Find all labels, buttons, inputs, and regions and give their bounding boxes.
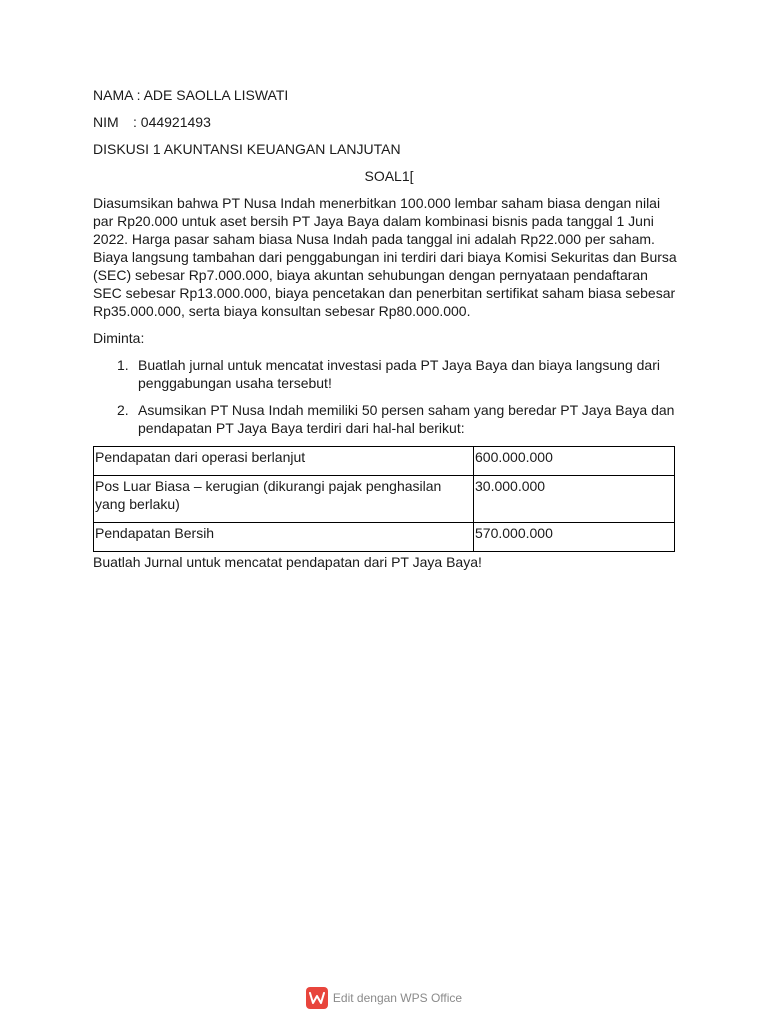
course-title: DISKUSI 1 AKUNTANSI KEUANGAN LANJUTAN [93,141,401,157]
wps-edit-footer[interactable] [0,987,768,1009]
question-number: 2. [117,402,129,418]
table-row [94,447,675,476]
wps-w-glyph-icon [309,992,325,1004]
diminta-label: Diminta: [93,330,145,346]
table-row [94,523,675,552]
table-row [94,476,675,523]
student-name: NAMA : ADE SAOLLA LISWATI [93,87,289,103]
nim-label: NIM [93,114,119,130]
table-cell-label: Pendapatan dari operasi berlanjut [94,447,474,476]
table-cell-label: Pendapatan Bersih [94,523,474,552]
question-list [93,356,677,437]
intro-paragraph: Diasumsikan bahwa PT Nusa Indah menerbitkan 100.000 lembar saham biasa dengan nilai par Rp20.000 untuk aset bersih PT Jaya Baya dalam kombinasi bisnis pada tanggal 1 Juni 2022. Harga pasar saham biasa Nusa Indah pada tanggal ini adalah Rp22.000 per saham. Biaya langsung tambahan dari penggabungan ini terdiri dari biaya Komisi Sekuritas dan Bursa (SEC) sebesar Rp7.000.000, biaya akuntan sehubungan dengan pernyataan pendaftaran SEC sebesar Rp13.000.000, biaya pencetakan dan penerbitan sertifikat saham biasa sebesar Rp35.000.000, serta biaya konsultan sebesar Rp80.000.000. [93,195,677,319]
table-cell-value: 570.000.000 [474,523,675,552]
wps-edit-link[interactable]: Edit dengan WPS Office [332,991,463,1005]
table-cell-value: 30.000.000 [474,476,675,523]
soal-title: SOAL1[ [364,168,414,184]
nim-value: : 044921493 [133,114,211,130]
closing-instruction: Buatlah Jurnal untuk mencatat pendapatan dari PT Jaya Baya! [93,554,482,570]
student-nim [93,113,677,131]
question-text: Asumsikan PT Nusa Indah memiliki 50 persen saham yang beredar PT Jaya Baya dan pendapatan PT Jaya Baya terdiri dari hal-hal berikut: [138,402,675,436]
wps-office-logo-icon [306,987,328,1009]
question-item [93,401,677,437]
income-table [93,446,675,552]
question-number: 1. [117,357,129,373]
question-item [93,356,677,392]
document-page [93,86,677,571]
question-text: Buatlah jurnal untuk mencatat investasi pada PT Jaya Baya dan biaya langsung dari penggabungan usaha tersebut! [138,357,660,391]
table-cell-value: 600.000.000 [474,447,675,476]
table-cell-label: Pos Luar Biasa – kerugian (dikurangi pajak penghasilan yang berlaku) [94,476,474,523]
